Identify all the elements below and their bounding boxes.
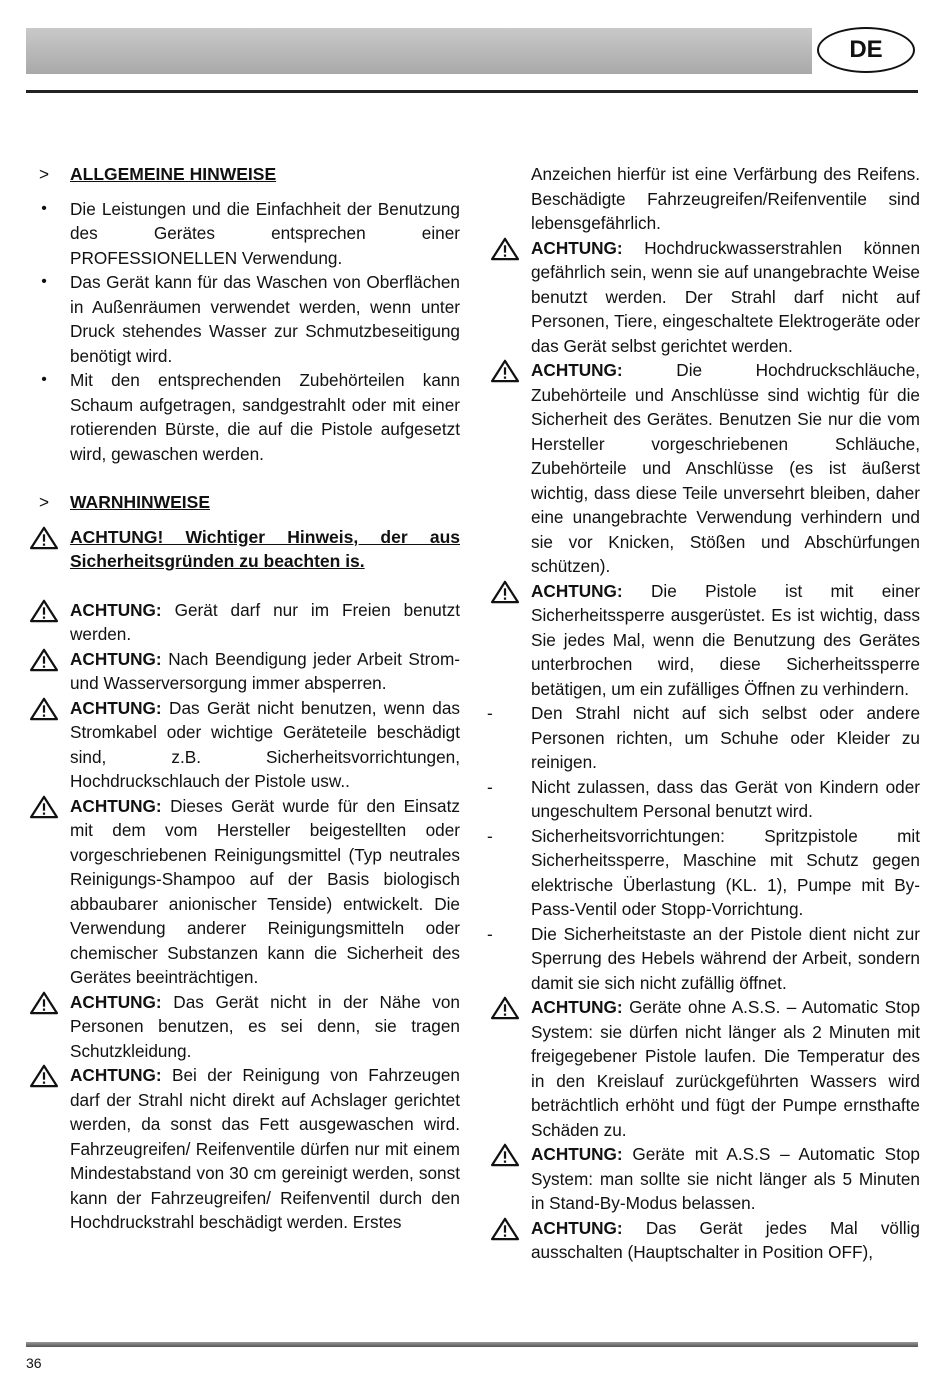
warning-icon	[28, 697, 60, 721]
warning-label: ACHTUNG:	[531, 360, 623, 380]
paragraph: Anzeichen hierfür ist eine Verfärbung des Reifens. Beschädigte Fahrzeugreifen/Reifenventile sind lebensgefährlich.	[531, 164, 920, 233]
warning-icon	[489, 580, 521, 604]
section-marker: >	[38, 164, 50, 184]
warning-text: Dieses Gerät wurde für den Einsatz mit dem vom Hersteller beigestellten oder vorgeschriebenen Reinigungsmittel (Typ neutrales Reinigungs-Shampoo auf der Basis biologisch abbaubarer anionischer Tenside) entwickelt. Die Verwendung anderer Reinigungsmitteln oder chemischer Substanzen kann die Sicherheit des Gerätes beeinträchtigen.	[70, 795, 460, 987]
section-title: ALLGEMEINE HINWEISE	[70, 164, 277, 184]
warning-item	[24, 696, 460, 794]
warning-text: Das Gerät jedes Mal völlig ausschalten (Hauptschalter in Position OFF),	[531, 1217, 920, 1262]
warning-label: ACHTUNG:	[70, 648, 162, 669]
warning-label: ACHTUNG:	[70, 1065, 162, 1085]
list-item-text: Das Gerät kann für das Waschen von Oberflächen in Außenräumen verwendet werden, wenn unter Druck stehendes Wasser zur Schmutzbeseitigung benötigt wird.	[70, 272, 460, 366]
list-item	[485, 775, 920, 824]
warning-label: ACHTUNG:	[531, 997, 623, 1017]
list-item-text: Den Strahl nicht auf sich selbst oder andere Personen richten, um Schuhe oder Kleider zu reinigen.	[531, 703, 920, 772]
warning-item	[485, 1142, 920, 1216]
warning-label: ACHTUNG:	[531, 237, 623, 258]
warning-text: Das Gerät nicht benutzen, wenn das Stromkabel oder wichtige Geräteteile beschädigt sind, z.B. Sicherheitsvorrichtungen, Hochdruckschlauch der Pistole usw..	[70, 697, 461, 791]
warning-icon	[489, 359, 521, 383]
header-bar	[26, 28, 812, 74]
list-item-text: Die Sicherheitstaste an der Pistole dient nicht zur Sperrung des Hebels während der Arbeit, sondern damit sie sich nicht zufällig öffnet.	[531, 923, 920, 993]
warning-icon	[489, 1143, 521, 1167]
warning-text: Hochdruckwasserstrahlen können gefährlich sein, wenn sie auf unangebrachte Weise benutzt werden. Der Strahl darf nicht auf Personen, Tiere, eingeschaltete Elektrogeräte oder das Gerät selbst gerichtet werden.	[531, 237, 920, 356]
section-heading	[24, 162, 460, 187]
warning-label: ACHTUNG:	[531, 1217, 623, 1238]
warning-item	[24, 647, 460, 696]
warning-label: ACHTUNG:	[531, 1144, 623, 1164]
list-item-text: Sicherheitsvorrichtungen: Spritzpistole mit Sicherheitssperre, Maschine mit Schutz gegen elektrische Überlastung (KL. 1), Pumpe mit By-Pass-Ventil oder Stopp-Vorrichtung.	[531, 825, 920, 919]
list-item	[485, 824, 920, 922]
warning-icon	[28, 795, 60, 819]
warning-icon	[28, 526, 60, 550]
section-heading	[24, 490, 460, 515]
dash-icon: -	[487, 776, 493, 797]
warning-icon	[489, 1217, 521, 1241]
warning-item	[485, 579, 920, 702]
left-column	[24, 162, 460, 1235]
section-marker: >	[38, 492, 50, 512]
page-number: 36	[26, 1355, 42, 1371]
footer-divider	[26, 1342, 918, 1347]
warning-icon	[28, 991, 60, 1015]
warning-label: ACHTUNG:	[70, 991, 162, 1012]
warning-label: ACHTUNG:	[70, 795, 162, 816]
list-item-text: Die Leistungen und die Einfachheit der Benutzung des Gerätes entsprechen einer PROFESSIONELLEN Verwendung.	[70, 198, 460, 268]
list-item-text: Mit den entsprechenden Zubehörteilen kann Schaum aufgetragen, sandgestrahlt oder mit einer rotierenden Bürste, die auf die Pistole aufgesetzt wird, gewaschen werden.	[70, 370, 460, 464]
warning-item	[485, 236, 920, 359]
right-column	[485, 162, 920, 1265]
dash-icon: -	[487, 703, 493, 723]
warning-icon	[489, 237, 521, 261]
bullet-icon: •	[41, 273, 47, 290]
warning-label: ACHTUNG:	[70, 697, 162, 718]
warning-icon	[489, 996, 521, 1020]
header-divider	[26, 90, 918, 93]
list-item	[485, 701, 920, 775]
list-item	[485, 922, 920, 996]
warning-intro	[24, 525, 460, 574]
warning-text: Die Hochdruckschläuche, Zubehörteile und Anschlüsse sind wichtig für die Sicherheit des Gerätes. Benutzen Sie nur die vom Hersteller vorgeschriebenen Schläuche, Zubehörteile und Anschlüsse (es ist äußerst wichtig, dass diese Teile unversehrt bleiben, daher eine unangebrachte Verwendung verhindern und sie vor Knicken, Stößen und Abschürfungen schützen).	[531, 360, 921, 576]
warning-label: ACHTUNG:	[531, 580, 623, 601]
dash-icon: -	[487, 923, 493, 944]
warning-text: Geräte ohne A.S.S. – Automatic Stop System: sie dürfen nicht länger als 2 Minuten mit freigegebener Pistole laufen. Die Temperatur des in den Kreislauf zurückgeführten Wassers wird beträchtlich erhöht und fügt der Pumpe ernsthafte Schäden zu.	[531, 997, 920, 1140]
warning-text: Geräte mit A.S.S – Automatic Stop System: man sollte sie nicht länger als 5 Minuten in Stand-By-Modus belassen.	[531, 1144, 920, 1213]
dash-icon: -	[487, 825, 493, 846]
warning-item	[485, 358, 920, 579]
list-item	[24, 197, 460, 271]
language-badge: DE	[817, 27, 915, 73]
continuation-text	[485, 162, 920, 236]
bullet-icon: •	[41, 199, 47, 217]
list-item-text: Nicht zulassen, dass das Gerät von Kindern oder ungeschultem Personal benutzt wird.	[531, 776, 920, 821]
warning-text: Das Gerät nicht in der Nähe von Personen benutzen, es sei denn, sie tragen Schutzkleidung.	[70, 991, 460, 1061]
warning-item	[485, 1216, 920, 1265]
warning-item	[24, 1063, 460, 1235]
warning-item	[24, 794, 460, 990]
warning-label: ACHTUNG:	[70, 599, 162, 620]
warning-text: Gerät darf nur im Freien benutzt werden.	[70, 599, 460, 644]
list-item	[24, 270, 460, 368]
warning-icon	[28, 648, 60, 672]
warning-item	[485, 995, 920, 1142]
warning-text: Die Pistole ist mit einer Sicherheitssperre ausgerüstet. Es ist wichtig, dass Sie jedes Mal, wenn die Benutzung des Gerätes unterbrochen wird, diese Sicherheitssperre betätigen, um ein zufälliges Öffnen zu verhindern.	[531, 580, 921, 699]
warning-icon	[28, 1064, 60, 1088]
warning-text: Bei der Reinigung von Fahrzeugen darf der Strahl nicht direkt auf Achslager gerichtet werden, da sonst das Fett ausgewaschen wird. Fahrzeugreifen/ Reifenventile dürfen nur mit einem Mindestabstand von 30 cm gereinigt werden, sonst kann der Fahrzeugreifen/ Reifenventil durch den Hochdruckstrahl beschädigt werden. Erstes	[70, 1065, 460, 1232]
warning-item	[24, 598, 460, 647]
bullet-icon: •	[41, 371, 47, 388]
warning-icon	[28, 599, 60, 623]
warning-item	[24, 990, 460, 1064]
list-item	[24, 368, 460, 466]
section-title: WARNHINWEISE	[70, 492, 210, 512]
warning-intro-text: ACHTUNG! Wichtiger Hinweis, der aus Sicherheitsgründen zu beachten is.	[70, 526, 460, 571]
warning-text: Nach Beendigung jeder Arbeit Strom- und Wasserversorgung immer absperren.	[70, 648, 460, 693]
